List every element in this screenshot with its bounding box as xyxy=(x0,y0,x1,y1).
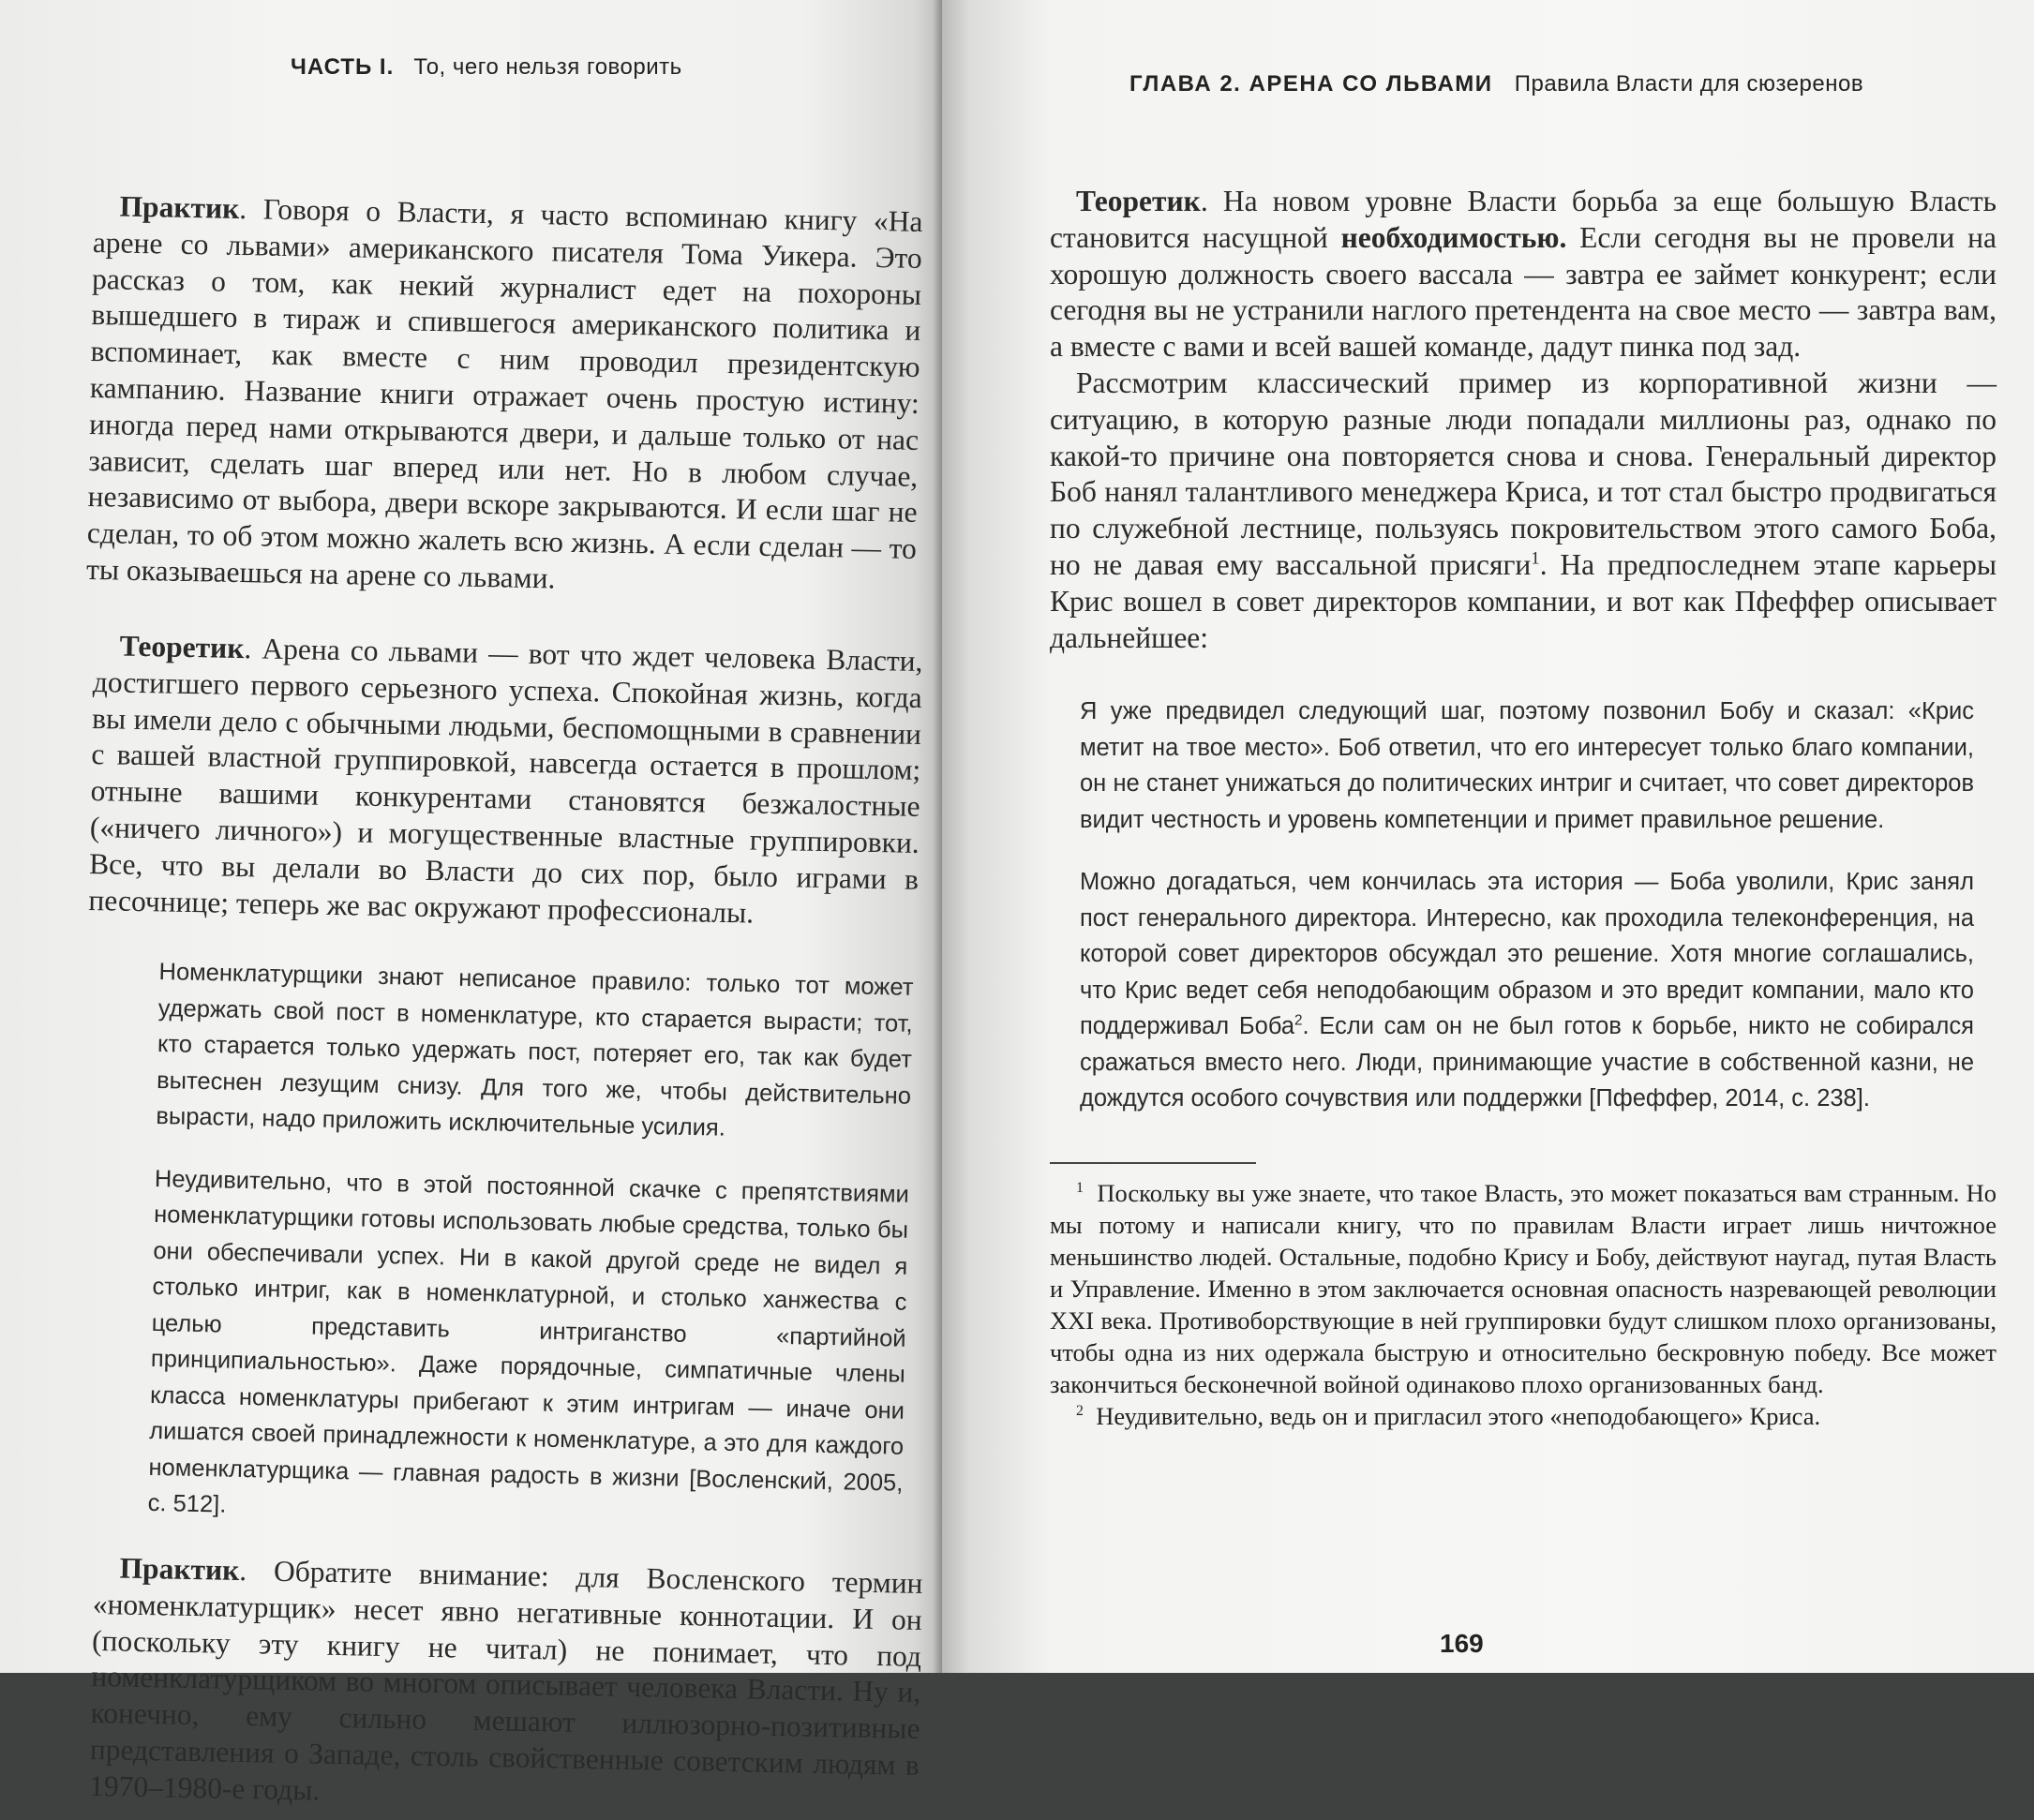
footnote-mark: 2 xyxy=(1076,1403,1084,1420)
footnote-ref-2[interactable]: 2 xyxy=(1294,1012,1303,1029)
speaker-label: Теоретик xyxy=(119,629,245,664)
quote-text: Можно догадаться, чем кончилась эта история — Боба уволили, Крис занял пост генерального директора. Интересно, как проходила телеконференция, на которой совет директоров обсуждал это решение. Хотя многие соглашались, что Крис ведет себя неподобающим образом и это вредит компании, мало кто поддерживал Боба xyxy=(1080,869,1974,1040)
paragraph-text: Рассмотрим классический пример из корпоративной жизни — ситуацию, в которую разные люди попадали миллионы раз, однако по какой-то причине она повторяется снова и снова. Генеральный директор Боб нанял талантливого менеджера Криса, и тот стал быстро продвигаться по служебной лестнице, пользуясь покровительством этого самого Боба, но не давая ему вассальной присяги xyxy=(1050,365,1997,581)
running-head-chapter: ГЛАВА 2. АРЕНА СО ЛЬВАМИ xyxy=(1129,71,1493,97)
paragraph-text: . На новом уровне Власти борьба за еще большую Власть становится насущной xyxy=(1050,185,1997,254)
paragraph-text: . Говоря о Власти, я часто вспоминаю книгу «На арене со львами» американского писателя Тома Уикера. Это рассказ о том, как некий журналист едет на похороны вышедшего в тираж и спившегося американского политика и вспоминает, как вместе с ним проводил президентскую кампанию. Название книги отражает очень простую истину: иногда перед нами открываются двери, и дальше только от нас зависит, сделать шаг вперед или нет. Но в любом случае, независимо от выбора, двери вскоре закрываются. И если шаг не сделан, то об этом можно жалеть всю жизнь. А если сделан — то ты оказываешься на арене со львами. xyxy=(85,191,923,595)
speaker-label: Теоретик xyxy=(1076,185,1201,217)
footnote-text: Поскольку вы уже знаете, что такое Власть, это может показаться вам странным. Но мы потому и написали книгу, что по правилам Власти играет лишь ничтожное меньшинство людей. Остальные, подобно Крису и Бобу, действуют наугад, путая Власть и Управление. Именно в этом заключается основная опасность назревающей революции XXI века. Противоборствующие в ней группировки будут слишком плохо организованы, чтобы одна из них одержала быструю и относительно бескровную победу. Все может закончиться бесконечной войной одинаково плохо организованных банд. xyxy=(1050,1178,1997,1398)
right-body-text xyxy=(1050,184,1997,656)
paragraph-practitioner-1 xyxy=(86,188,923,604)
paragraph-practitioner-2 xyxy=(89,1550,923,1820)
paragraph-text: . Обратите внимание: для Восленского термин «номенклатурщик» несет явно негативные коннотации. И он (поскольку эту книгу не читал) не понимает, что под номенклатурщиком во многом описывает человека Власти. Ну и, конечно, ему сильно мешают иллюзорно-позитивные представления о Западе, столь свойственные советским людям в 1970–1980-е годы. xyxy=(88,1553,923,1807)
left-page xyxy=(0,0,942,1807)
quote-text: . Если сам он не был готов к борьбе, никто не собирался сражаться вместо него. Люди, принимающие участие в собственной казни, не дождутся особого сочувствия или поддержки [Пфеффер, 2014, с. 238]. xyxy=(1080,1013,1974,1112)
running-head-part: ЧАСТЬ I. xyxy=(291,54,395,80)
left-running-head xyxy=(291,54,923,81)
footnote-2 xyxy=(1050,1400,1997,1432)
emphasis-text: необходимостью. xyxy=(1340,220,1567,254)
left-body-text-3 xyxy=(89,1550,923,1820)
quote-paragraph xyxy=(1080,864,1974,1117)
paragraph-text: . На предпоследнем этапе карьеры Крис вошел в совет директоров компании, и вот как Пфеффер описывает дальнейшее: xyxy=(1050,547,1997,654)
voslensky-quote xyxy=(147,954,914,1537)
paragraph-text: . Арена со львами — вот что ждет человека Власти, достигшего первого серьезного успеха. Спокойная жизнь, когда вы имели дело с обычными людьми, беспомощными в сравнении с вашей властной группировкой, навсегда остается в прошлом; отныне вашими конкурентами становятся безжалостные («ничего личного») и могущественные властные группировки. Все, что вы делали во Власти до сих пор, было играми в песочнице; теперь же вас окружают профессионалы. xyxy=(88,631,923,929)
footnote-text: Неудивительно, ведь он и пригласил этого «неподобающего» Криса. xyxy=(1096,1401,1821,1430)
footnote-ref-1[interactable]: 1 xyxy=(1531,548,1540,569)
left-body-text-2 xyxy=(88,628,923,934)
paragraph-text: Если сегодня вы не провели на хорошую должность своего вассала — завтра ее займет конкурент; если сегодня вы не устранили наглого претендента на свое место — завтра вам, а вместе с вами и всей вашей команде, дадут пинка под зад. xyxy=(1050,220,1997,364)
running-head-title: Правила Власти для сюзеренов xyxy=(1514,71,1864,97)
footnotes xyxy=(1050,1177,1997,1432)
speaker-label: Практик xyxy=(119,1551,240,1587)
page-number: 169 xyxy=(1440,1629,1484,1658)
right-running-head xyxy=(1129,71,1997,97)
quote-paragraph: Неудивительно, что в этой постоянной скачке с препятствиями номенклатурщики готовы использовать любые средства, только бы они обеспечивали успех. Ни в какой другой среде не видел я столько интриг, как в номенклатурной, и столько ханжества с целью представить интриганство «партийной принципиальностью». Даже порядочные, симпатичные члены класса номенклатуры прибегают к этим интригам — иначе они лишатся своей принадлежности к номенклатуре, а это для каждого номенклатурщика — главная радость в жизни [Восленский, 2005, с. 512]. xyxy=(147,1165,910,1518)
pfeffer-quote xyxy=(1080,694,1974,1117)
footnote-1 xyxy=(1050,1177,1997,1400)
paragraph-example xyxy=(1050,365,1997,656)
paragraph-theorist-2 xyxy=(1050,184,1997,365)
paragraph-theorist-1 xyxy=(88,628,923,934)
speaker-label: Практик xyxy=(119,189,240,225)
running-head-title: То, чего нельзя говорить xyxy=(413,54,682,80)
quote-paragraph: Номенклатурщики знают неписаное правило: только тот может удержать свой пост в номенклатуре, кто старается вырасти; тот, кто старается только удержать пост, потеряет его, так как будет вытеснен лезущим снизу. Для того же, чтобы действительно вырасти, надо приложить исключительные усилия. xyxy=(156,959,914,1141)
footnote-divider xyxy=(1050,1162,1256,1164)
quote-paragraph: Я уже предвидел следующий шаг, поэтому позвонил Бобу и сказал: «Крис метит на твое место». Боб ответил, что его интересует только благо компании, он не станет унижаться до политических интриг и считает, что совет директоров видит честность и уровень компетенции и примет правильное решение. xyxy=(1080,698,1974,833)
left-body-text xyxy=(86,188,923,604)
right-page xyxy=(942,0,2034,1673)
footnote-mark: 1 xyxy=(1076,1180,1084,1197)
